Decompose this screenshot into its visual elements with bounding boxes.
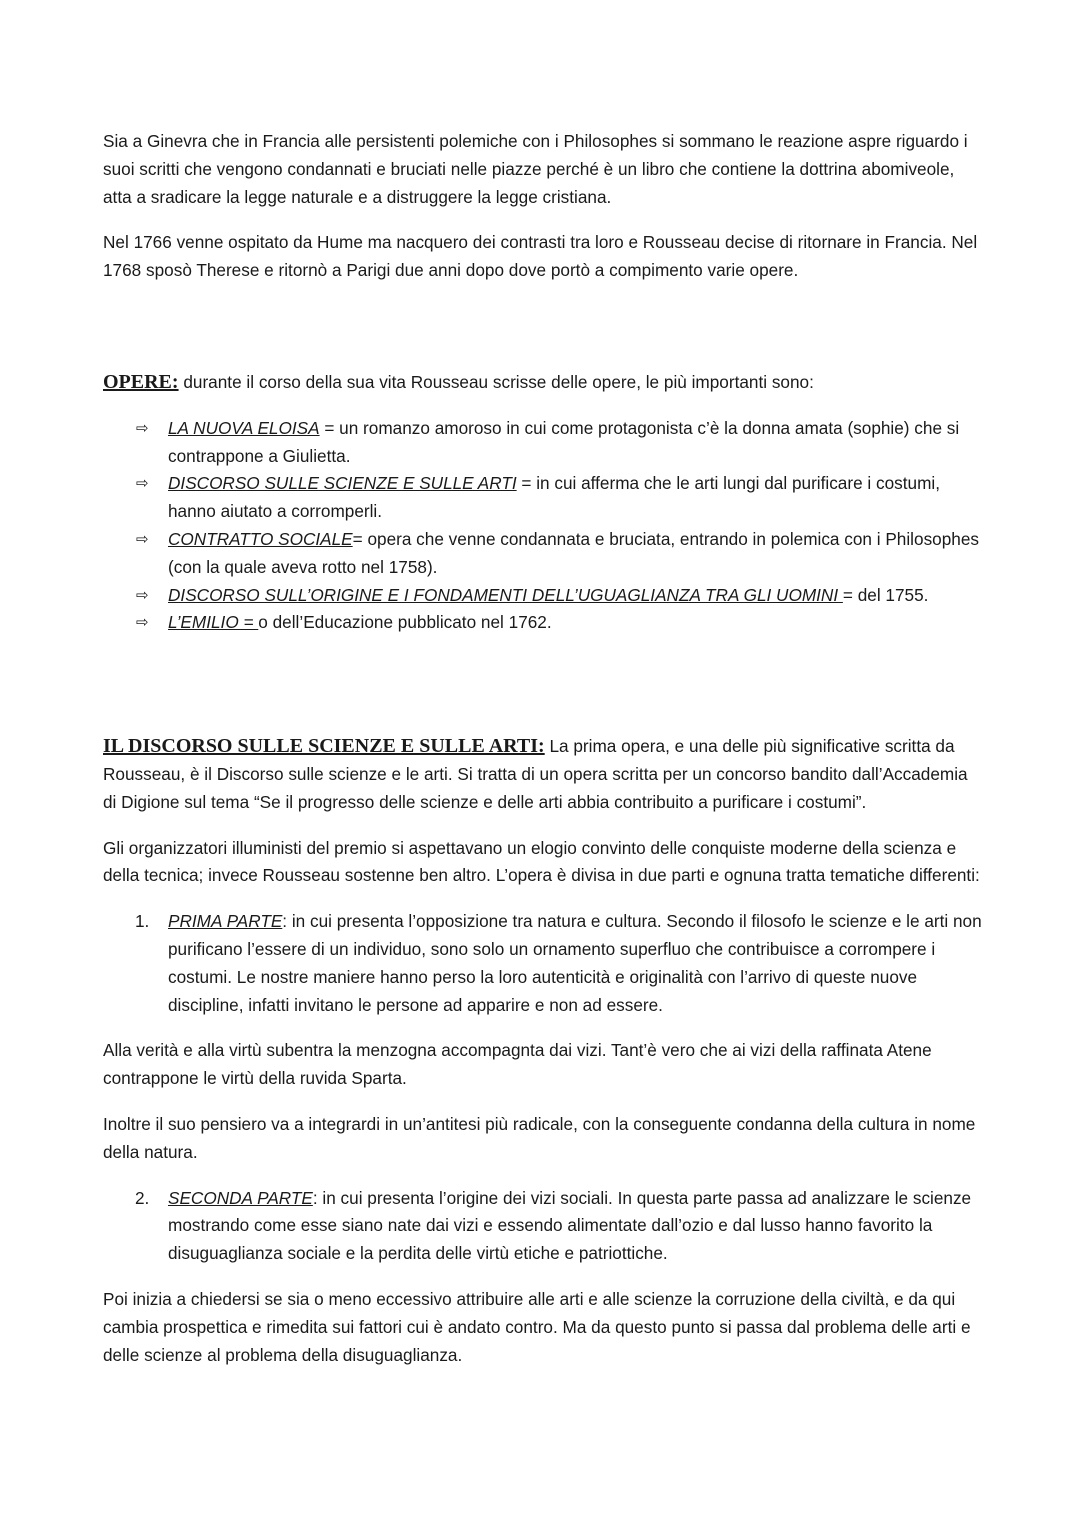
opere-lead: durante il corso della sua vita Rousseau scrisse delle opere, le più importanti sono:: [178, 371, 814, 392]
intro-paragraph-2: Nel 1766 venne ospitato da Hume ma nacquero dei contrasti tra loro e Rousseau decise di ritornare in Francia. Nel 1768 sposò Therese e ritornò a Parigi due anni dopo dove portò a compimento varie opere.: [103, 232, 978, 281]
arrow-right-icon: ⇨: [136, 586, 149, 604]
work-description: = un romanzo amoroso in cui come protagonista c’è la donna amata (sophie) che si contrappone a Giulietta.: [168, 417, 960, 466]
work-description: = in cui afferma che le arti lungi dal purificare i costumi, hanno aiutato a corromperli.: [168, 473, 941, 522]
part-number: 2.: [135, 1187, 150, 1208]
list-item: [135, 908, 983, 1019]
work-title: CONTRATTO SOCIALE: [168, 528, 353, 549]
opere-section: [103, 369, 983, 397]
arrow-right-icon: ⇨: [136, 419, 149, 437]
intro-paragraph-1: Sia a Ginevra che in Francia alle persistenti polemiche con i Philosophes si sommano le reazione aspre riguardo i suoi scritti che vengono condannati e bruciati nelle piazze perché è un libro che contiene la dottrina abomiveole, atta a sradicare la legge naturale e a distruggere la legge cristiana.: [103, 131, 968, 207]
work-description: o dell’Educazione pubblicato nel 1762.: [258, 612, 552, 633]
part-title: SECONDA PARTE: [168, 1187, 313, 1208]
discorso-paragraph-3: Inoltre il suo pensiero va a integrardi in un’antitesi più radicale, con la conseguente condanna della cultura in nome della natura.: [103, 1113, 976, 1162]
parts-list-2: [103, 1185, 983, 1268]
arrow-right-icon: ⇨: [136, 614, 149, 632]
discorso-heading: IL DISCORSO SULLE SCIENZE E SULLE ARTI:: [103, 735, 545, 758]
part-number: 1.: [135, 911, 150, 932]
work-title: DISCORSO SULLE SCIENZE E SULLE ARTI: [168, 473, 517, 494]
document-page: [103, 128, 983, 1369]
list-item: [136, 609, 983, 637]
part-title: PRIMA PARTE: [168, 911, 283, 932]
arrow-right-icon: ⇨: [136, 530, 149, 548]
discorso-paragraph-1: Gli organizzatori illuministi del premio si aspettavano un elogio convinto delle conquiste moderne della scienza e della tecnica; invece Rousseau sostenne ben altro. L’opera è divisa in due parti e ognuna tratta tematiche differenti:: [103, 837, 980, 886]
work-title: LA NUOVA ELOISA: [168, 417, 320, 438]
work-description: = del 1755.: [842, 584, 929, 605]
part-description: : in cui presenta l’opposizione tra natura e cultura. Secondo il filosofo le scienze e le arti non purificano l’essere di un individuo, sono solo un ornamento superfluo che contribuisce a corrompere i costumi. Le nostre maniere hanno perso la loro autenticità e originalità con l’arrivo di queste nuove discipline, infatti invitano le persone ad apparire e non ad essere.: [168, 911, 982, 1015]
list-item: [136, 526, 983, 582]
discorso-paragraph-4: Poi inizia a chiedersi se sia o meno eccessivo attribuire alle arti e alle scienze la corruzione della civiltà, e da qui cambia prospettica e rimedita sui fattori cui è andato contro. Ma da questo punto si passa dal problema delle arti e delle scienze al problema della disuguaglianza.: [103, 1288, 971, 1365]
list-item: [136, 470, 983, 526]
parts-list-1: [103, 908, 983, 1019]
arrow-right-icon: ⇨: [136, 475, 149, 493]
discorso-section: [103, 733, 983, 816]
opere-list: [103, 415, 983, 637]
part-description: : in cui presenta l’origine dei vizi sociali. In questa parte passa ad analizzare le scienze mostrando come esse siano nate dai vizi e essendo alimentate dall’ozio e dal lusso hanno favorito la disuguaglianza sociale e la perdita delle virtù etiche e patriottiche.: [168, 1187, 972, 1264]
list-item: [135, 1185, 983, 1268]
work-title: L’EMILIO =: [168, 612, 259, 633]
work-title: DISCORSO SULL’ORIGINE E I FONDAMENTI DELL’UGUAGLIANZA TRA GLI UOMINI: [168, 584, 843, 605]
list-item: [136, 415, 983, 471]
list-item: [136, 582, 983, 610]
opere-heading: OPERE:: [103, 370, 179, 393]
work-description: = opera che venne condannata e bruciata, entrando in polemica con i Philosophes (con la quale aveva rotto nel 1758).: [168, 528, 979, 577]
discorso-paragraph-2: Alla verità e alla virtù subentra la menzogna accompagnta dai vizi. Tant’è vero che ai vizi della raffinata Atene contrappone le virtù della ruvida Sparta.: [103, 1040, 932, 1089]
discorso-lead: La prima opera, e una delle più significative scritta da Rousseau, è il Discorso sulle scienze e le arti. Si tratta di un opera scritta per un concorso bandito dall’Accademia di Digione sul tema “Se il progresso delle scienze e delle arti abbia contribuito a purificare i costumi”.: [103, 736, 968, 812]
